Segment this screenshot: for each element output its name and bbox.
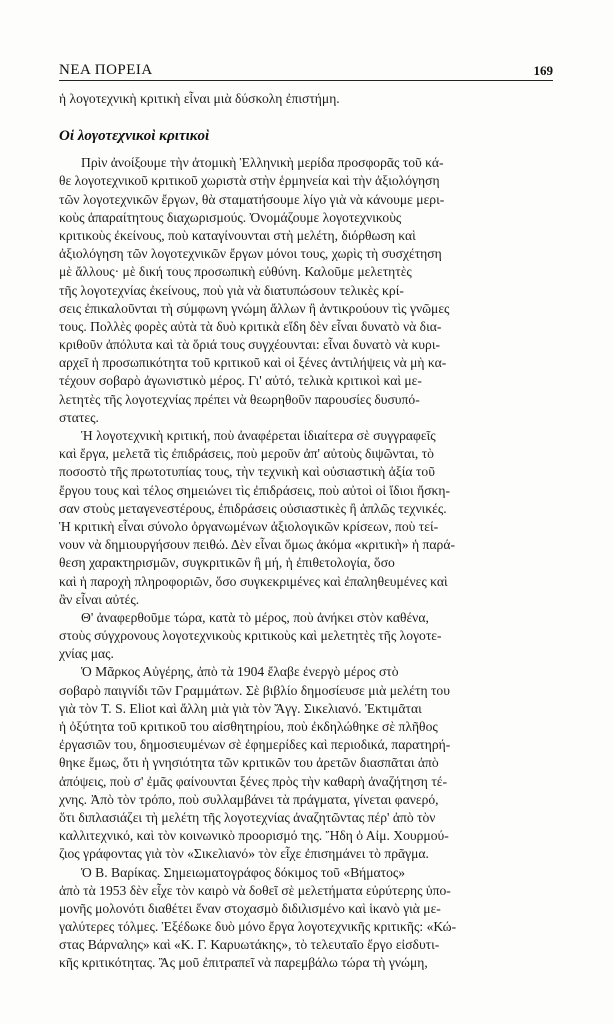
text-line: σοβαρὸ παιγνίδι τῶν Γραμμάτων. Σὲ βιβλίο δημοσίευσε μιὰ μελέτη του [59, 682, 450, 698]
text-line: Ὁ Β. Βαρίκας. Σημειωματογράφος δόκιμος τοῦ «Βήματος» [81, 864, 406, 880]
running-header [59, 60, 553, 81]
text-line: Πρὶν ἀνοίξουμε τὴν ἀτομικὴ Ἑλληνικὴ μερίδα προσφορᾶς τοῦ κά- [81, 155, 444, 171]
text-line: τέχουν σοβαρὸ ἀγωνιστικὸ μέρος. Γι' αὐτό, τελικὰ κριτικοὶ καὶ με- [59, 373, 422, 389]
text-line: αρχεῖ ἡ προσωπικότητα τοῦ κριτικοῦ καὶ οἱ ξένες ἀντιλήψεις νὰ μὴ κα- [59, 355, 447, 371]
text-line: μονῆς μολονότι διαθέτει ἕναν στοχασμὸ διδιλισμένο καὶ ἱκανὸ γιὰ με- [59, 900, 441, 916]
paragraph [59, 663, 575, 863]
text-line: μὲ ἄλλους· μὲ δική τους προσωπικὴ εὐθύνη. Καλοῦμε μελετητὲς [59, 264, 412, 280]
text-line: νουν νὰ δημιουργήσουν πειθώ. Δὲν εἶναι ὅμως ἀκόμα «κριτικὴ» ἡ παρά- [59, 537, 455, 553]
intro-line: ἡ λογοτεχνικὴ κριτικὴ εἶναι μιὰ δύσκολη ἐπιστήμη. [59, 91, 340, 106]
text-line: σαν στοὺς μεταγενεστέρους, ἐπιδράσεις οὐσιαστικὲς ἢ ἁπλῶς τεχνικές. [59, 500, 447, 516]
text-line: Ἡ λογοτεχνικὴ κριτική, ποὺ ἀναφέρεται ἰδιαίτερα σὲ συγγραφεῖς [81, 428, 436, 443]
section-heading: Οἱ λογοτεχνικοὶ κριτικοὶ [59, 128, 210, 145]
text-line: θεση χαρακτηρισμῶν, συγκριτικῶν ἢ μή, ἡ ἐπιθετολογία, ὅσο [59, 555, 395, 571]
text-line: χνίας μας. [59, 646, 114, 662]
journal-title: ΝΕΑ ΠΟΡΕΙΑ [59, 62, 153, 78]
text-line: χνης. Ἀπὸ τὸν τρόπο, ποὺ συλλαμβάνει τὰ πράγματα, γίνεται φανερό, [59, 791, 439, 807]
text-line: ζιος γράφοντας γιὰ τὸν «Σικελιανό» τὸν εἶχε ἐπισημάνει τὸ πρᾶγμα. [59, 846, 429, 862]
paragraph [59, 864, 575, 973]
text-line: ἀπόψεις, ποὺ σ' ἐμᾶς φαίνουνται ξένες πρὸς τὴν καθαρὴ ἀναζήτηση τέ- [59, 773, 448, 789]
body-text [59, 90, 575, 973]
text-line: κῆς κριτικότητας. Ἂς μοῦ ἐπιτραπεῖ νὰ παρεμβάλω τώρα τὴ γνώμη, [59, 955, 428, 971]
text-line: λετητὲς τῆς λογοτεχνίας πρέπει νὰ θεωρηθοῦν παρουσίες δυσυπό- [59, 391, 420, 407]
text-line: καλλιτεχνικό, καὶ τὸν κοινωνικὸ προορισμό της. Ἤδη ὁ Αἰμ. Χουρμού- [59, 828, 449, 844]
text-line: κοὺς ἀπαραίτητους διαχωρισμούς. Ὀνομάζουμε λογοτεχνικοὺς [59, 209, 402, 225]
paragraph [59, 609, 575, 664]
text-line: ἔργου τους καὶ τέλος σημειώνει τὶς ἐπιδράσεις, ποὺ αὐτοὶ οἱ ἴδιοι ἤσκη- [59, 482, 451, 498]
text-line: ἐργασιῶν του, δημοσιευμένων σὲ ἐφημερίδες καὶ περιοδικά, παρατηρή- [59, 737, 451, 753]
text-line: ποσοστὸ τῆς πρωτοτυπίας τους, τὴν τεχνικὴ καὶ οὐσιαστικὴ ἀξία τοῦ [59, 464, 435, 480]
text-line: ἂν εἶναι αὐτές. [59, 591, 140, 607]
text-line: θε λογοτεχνικοῦ κριτικοῦ χωριστὰ στὴν ἑρμηνεία καὶ τὴν ἀξιολόγηση [59, 173, 440, 189]
spacer [59, 108, 575, 124]
text-line: καὶ ἔργα, μελετᾶ τὶς ἐπιδράσεις, ποὺ μεροῦν ἀπ' αὐτοὺς διψῶνται, τὸ [59, 446, 434, 462]
text-line: καὶ ἡ παροχὴ πληροφοριῶν, ὅσο συγκεκριμένες καὶ ἐπαληθευμένες καὶ [59, 573, 448, 589]
text-line: Ὁ Μᾶρκος Αὐγέρης, ἀπὸ τὰ 1904 ἔλαβε ἐνεργὸ μέρος στὸ [81, 664, 399, 680]
paragraph [59, 427, 575, 609]
text-line: ἀπὸ τὰ 1953 δὲν εἶχε τὸν καιρὸ νὰ δοθεῖ σὲ μελετήματα εὐρύτερης ὑπο- [59, 882, 451, 898]
text-line: κριθοῦν ἀπόλυτα καὶ τὰ ὅριά τους συγχέουνται: εἶναι δυνατὸ νὰ κυρι- [59, 337, 441, 353]
text-line: γαλύτερες τόλμες. Ἐξέδωκε δυὸ μόνο ἔργα λογοτεχνικῆς κριτικῆς: «Κώ- [59, 919, 457, 935]
text-line: τῆς λογοτεχνίας ἐκείνους, ποὺ γιὰ νὰ διατυπώσουν τελικὲς κρί- [59, 282, 404, 298]
text-line: τῶν λογοτεχνικῶν ἔργων, θὰ σταματήσουμε λίγο γιὰ νὰ κάνουμε μερι- [59, 191, 445, 207]
text-line: γιὰ τὸν T. S. Eliot καὶ ἄλλη μιὰ γιὰ τὸν Ἄγγ. Σικελιανό. Ἐκτιμᾶται [59, 700, 422, 716]
text-line: Θ' ἀναφερθοῦμε τώρα, κατὰ τὸ μέρος, ποὺ ἀνήκει στὸν καθένα, [81, 609, 429, 625]
text-line: στοὺς σύγχρονους λογοτεχνικοὺς κριτικοὺς καὶ μελετητὲς τῆς λογοτε- [59, 628, 442, 644]
text-line: ἡ ὀξύτητα τοῦ κριτικοῦ του αἰσθητηρίου, ποὺ ἐκδηλώθηκε σὲ πλῆθος [59, 719, 438, 734]
text-line: κριτικοὺς ἐκείνους, ποὺ καταγίνουνται στὴ μελέτη, διόρθωση καὶ [59, 227, 416, 243]
text-line: στας Βάρναλης» καὶ «Κ. Γ. Καρυωτάκης», τὸ τελευταῖο ἔργο εἰσδυτι- [59, 937, 440, 953]
text-line: Ἡ κριτικὴ εἶναι σύνολο ὀργανωμένων ἀξιολογικῶν κρίσεων, ποὺ τεί- [59, 518, 439, 534]
paragraph [59, 154, 575, 427]
page-number: 169 [533, 63, 553, 78]
text-line: σεις ἐπικαλοῦνται τὴ σύμφωνη γνώμη ἄλλων ἢ ἀντικρούουν τὶς γνῶμες [59, 300, 450, 316]
text-line: ὅτι διπλασιάζει τὴ μελέτη τῆς λογοτεχνίας ἀναζητῶντας πέρ' ἀπὸ τὸν [59, 809, 436, 825]
text-line: ἀξιολόγηση τῶν λογοτεχνικῶν ἔργων μόνοι τους, χωρὶς τὴ συσχέτηση [59, 246, 442, 262]
text-line: τους. Πολλὲς φορὲς αὐτὰ τὰ δυὸ κριτικὰ εἴδη δὲν εἶναι δυνατὸ νὰ δια- [59, 318, 442, 334]
paragraphs [59, 154, 575, 972]
text-line: στατες. [59, 409, 99, 425]
text-line: θηκε ἔμως, ὅτι ἡ γνησιότητα τῶν κριτικῶν του ἀρετῶν διασπᾶται ἀπὸ [59, 755, 439, 771]
